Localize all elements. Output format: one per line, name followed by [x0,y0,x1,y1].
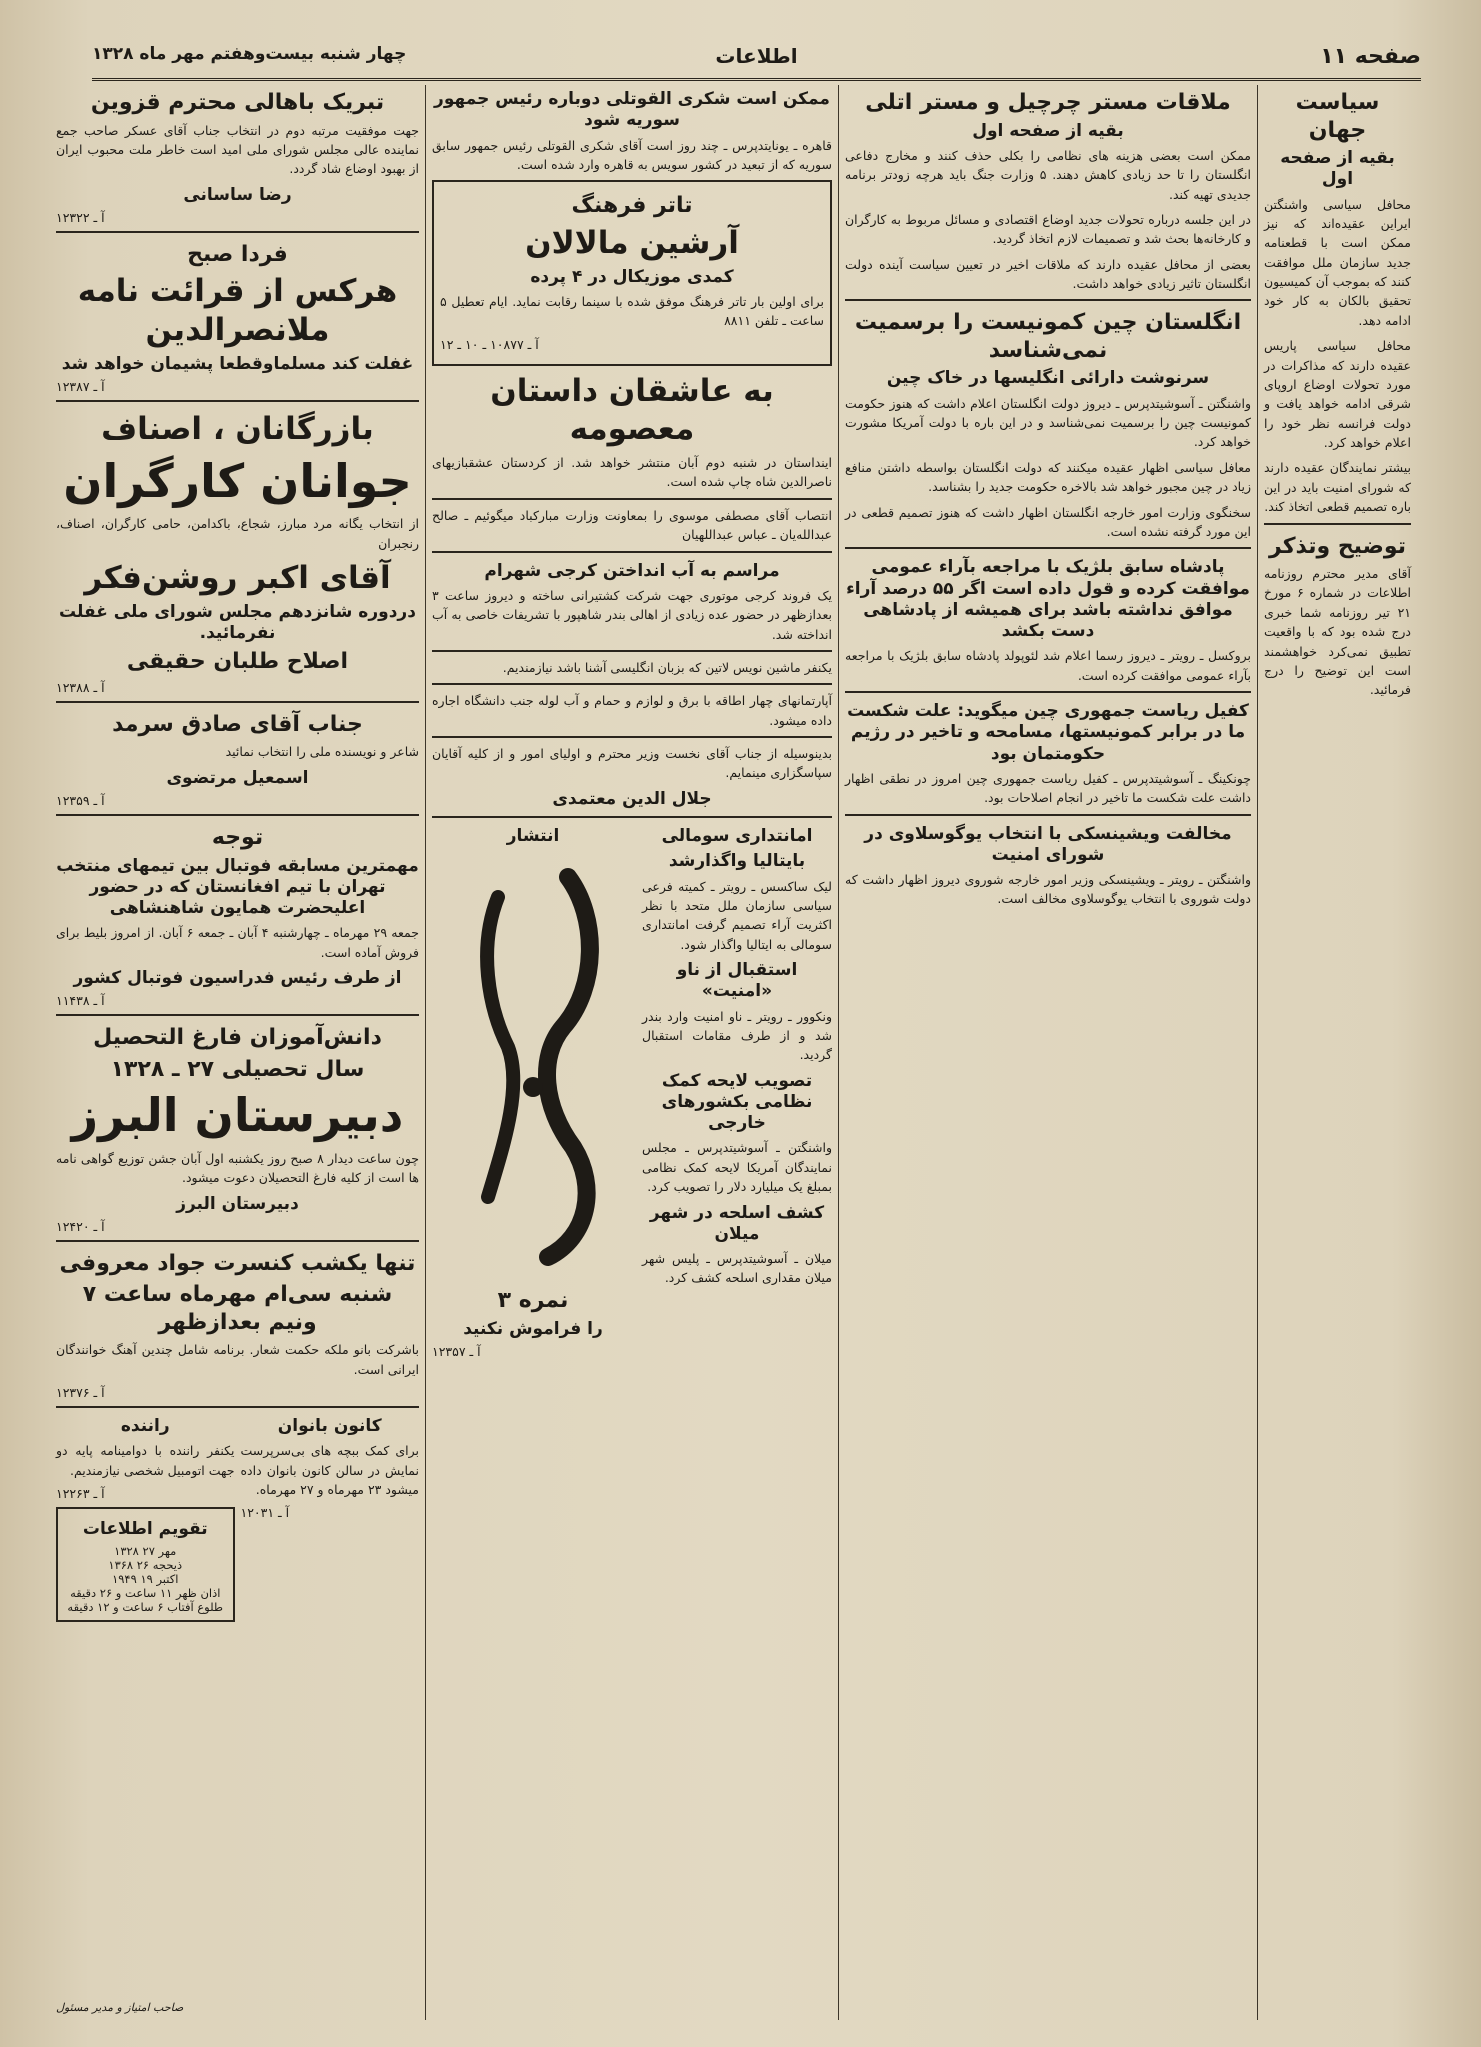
ad-title: کانون بانوان [277,1416,382,1436]
continuation-note: بقیه از صفحه اول [972,120,1124,141]
ad-qazvin [56,89,419,225]
continuation-note: بقیه از صفحه اول [1280,148,1395,190]
ad-big-text: شنبه سی‌ام مهرماه ساعت ۷ ونیم بعدازظهر [82,1282,393,1335]
ad-title: راننده [120,1416,170,1436]
ad-body: باشرکت بانو ملکه حکمت شعار. برنامه شامل چندین آهنگ خوانندگان ایرانی است. [56,1342,419,1377]
ad-football [56,814,419,1008]
ad-code: آ ـ ۱۲۳۸۸ [56,679,105,695]
ad-body: برای کمک ببچه های بی‌سرپرست نمایش در سالن کانون بانوان داده میشود ۲۳ مهرماه و ۲۷ مهرماه. [240,1443,419,1497]
ad-code: آ ـ ۱۲۳۷۶ [56,1385,105,1400]
ad-code: آ ـ ۱۲۰۳۱ [240,1505,290,1521]
article-paragraph: واشنگتن ـ رویتر ـ ویشینسکی وزیر امور خارجه شوروی دیروز اظهار داشت که دولت شوروی با انتخاب یوگوسلاوی مخالف است. [845,872,1251,907]
ad-code: آ ـ ۱۲۳۸۷ [56,379,105,395]
article-paragraph: چونکینگ ـ آسوشیتدپرس ـ کفیل ریاست جمهوری چین امروز در نطقی اظهار داشت علت شکست ما تاخیر در انجام اصلاحات بود. [845,770,1251,806]
headline-quwatli: ممکن است شکری القوتلی دوباره رئیس جمهور سوریه شود [434,89,830,131]
ad-subtitle: مهمترین مسابقه فوتبال بین تیمهای منتخب تهران با تیم افغانستان که در حضور اعلیحضرت همایون شاهنشاهی [56,855,419,918]
ad-code: آ ـ ۱۱۴۳۸ [56,993,105,1009]
ad-body: شاعر و نویسنده ملی را انتخاب نمائید [225,744,419,760]
ad-code: آ ـ ۱۲۳۲۲ [56,209,105,225]
article-paragraph: بعضی از محافل عقیده دارند که ملاقات اخیر در تعیین سیاست آینده دولت انگلستان تاثیر زیادی خواهد داشت. [845,256,1251,291]
ad-big-text: هرکس از قرائت نامه ملانصرالدین [77,273,398,349]
article-paragraph: در این جلسه درباره تحولات جدید اوضاع اقتصادی و مسائل مربوط به کارگران و کارخانه‌ها بحث شد و تصمیمات لازم اتخاذ گردید. [845,211,1251,247]
ad-body: از انتخاب یگانه مرد مبارز، شجاع، باکدامن، حامی کارگران، اصناف، رنجبران [56,516,419,551]
ad-title: بازرگانان ، اصناف [101,411,374,448]
theatre-title: تاتر فرهنگ [571,193,693,219]
paper-name: اطلاعات [715,44,798,68]
ad-code: آ ـ ۱۲۲۶۳ [56,1486,105,1501]
headline-churchill-attlee: ملاقات مستر چرچیل و مستر اتلی [865,90,1231,115]
headline-amniyat: استقبال از ناو «امنیت» [676,960,798,1002]
congrats-notice: انتصاب آقای مصطفی موسوی را بمعاونت وزارت مبارکباد میگوئیم ـ صالح عبدالله‌یان ـ عباس عبداللهیان [432,507,832,543]
classified-typist: یکنفر ماشین نویس لاتین که بزبان انگلیسی آشنا باشد نیازمندیم. [502,659,832,675]
ad-subtitle: غفلت کند مسلماوقطعا پشیمان خواهد شد [61,353,414,374]
column-news-2 [425,85,838,2020]
thanks-sign: جلال الدین معتمدی [552,788,712,809]
article-paragraph: بیشتر نمایندگان عقیده دارند که شورای امنیت باید در این باره تصمیم قطعی اتخاذ کند. [1264,460,1411,515]
column-news-1 [838,85,1257,2020]
ad-title: تبریک باهالی محترم قزوین [90,90,385,115]
subheadline: بایتالیا واگذارشد [668,851,806,872]
article-paragraph: معافل سیاسی اظهار عقیده میکنند که دولت انگلستان بواسطه داشتن منافع زیاد در چین مجبور خواهد شد بالاخره حکومت جدید را بشناسد. [845,459,1251,495]
ad-title: دانش‌آموزان فارغ التحصیل [93,1025,382,1051]
calendar-line: ۱۳۲۸ ۲۷ مهر [114,1544,177,1559]
candidate-name: آقای اکبر روشن‌فکر [84,560,391,597]
ad-year: سال تحصیلی ۲۷ ـ ۱۳۲۸ [110,1056,365,1082]
ad-body: چون ساعت دیدار ۸ صبح روز یکشنبه اول آبان جشن توزیع گواهی نامه ها است از کلیه فارغ التحصیلان دعوت میشود. [56,1150,419,1186]
theatre-show-name: آرشین مالالان [525,224,739,261]
article-paragraph: یک فروند کرجی موتوری جهت شرکت کشتیرانی ساخته و دیروز ساعت ۳ بعدازظهر در حضور عده زیادی از اهالی بندر شاهپور با تشریفات خاصی به آب انداخته شد. [432,587,832,642]
article-paragraph: لیک ساکسس ـ رویتر ـ کمیته فرعی سیاسی سازمان ملل متحد با نظر اکثریت آراء تصمیم گرفت امانتداری سومالی به ایتالیا واگذار شود. [642,878,832,952]
article-paragraph: بروکسل ـ رویتر ـ دیروز رسما اعلام شد لئوپولد پادشاه سابق بلژیک با مراجعه بآراء عمومی موافقت کرده است. [845,648,1251,683]
headline-military-aid: تصویب لایحه کمک نظامی بکشورهای خارجی [661,1070,813,1134]
calligraphy-ad-graphic [448,857,618,1277]
ad-title: فردا صبح [187,241,288,267]
headline-somalia: امانتداری سومالی [661,826,813,846]
ad-big-text: جوانان کارگران [63,453,412,508]
page-number: صفحه ۱۱ [1320,44,1421,69]
ad-code: آ ـ ۱۰۸۷۷ ـ ۱۰ ـ ۱۲ [440,336,539,352]
calendar-line: اذان ظهر ۱۱ ساعت و ۲۶ دقیقه [70,1586,221,1601]
article-paragraph: اینداستان در شنبه دوم آبان منتشر خواهد شد. از کردستان عشقبازیهای ناصرالدین شاه چاپ شده است. [432,455,832,490]
headline-belgium-king: پادشاه سابق بلژیک با مراجعه بآراء عمومی موافقت کرده و قول داده است اگر ۵۵ درصد آراء موافق نداشته باشد برای همیشه از پادشاهی دست بکشد [846,557,1250,641]
calendar-line: طلوع آفتاب ۶ ساعت و ۱۲ دقیقه [67,1600,224,1615]
article-paragraph: قاهره ـ یونایتدپرس ـ چند روز است آقای شکری القوتلی رئیس جمهور سابق سوریه که از تبعید در کشور سویس به قاهره وارد شده است. [432,137,832,172]
ad-code: آ ـ ۱۲۳۵۹ [56,793,105,808]
ad-title: جناب آقای صادق سرمد [112,711,363,737]
issue-3-ad [432,822,634,1365]
article-paragraph: محافل سیاسی واشنگتن ایراین عقیده‌اند که نیز ممکن است با قطعنامه جدید سازمان ملل موافقت کنند که بموجب آن کمیسیون تحقیق بالکان به کار خود ادامه دهد. [1264,196,1411,328]
ad-title: تنها یکشب کنسرت جواد معروفی [59,1250,416,1276]
headline-china-recognition: انگلستان چین کمونیست را برسمیت نمی‌شناسد [854,310,1242,363]
clarification-title: توضیح وتذکر [1269,533,1406,559]
headline-vishinsky: مخالفت ویشینسکی با انتخاب یوگوسلاوی در شورای امنیت [864,823,1232,865]
ad-sign: اصلاح طلبان حقیقی [126,649,349,675]
calendar-title: تقویم اطلاعات [82,1519,208,1539]
headline-shahram-launch: مراسم به آب انداختن کرجی شهرام [484,560,780,581]
ad-sign: دبیرستان البرز [176,1193,299,1214]
clarification-text: آقای مدیر محترم روزنامه اطلاعات در شماره ۶ مورخ ۲۱ تیر روزنامه شما خبری درج شده بود که با واقعیت تطبیق نمی‌کرد خواهشمند است این توضیح را درج فرمائید. [1264,566,1411,698]
article-paragraph: محافل سیاسی پاریس عقیده دارند که مذاکرات در مورد تحولات اوضاع اروپای شرقی ادامه خواهد یافت و دولت فرانسه نظر خود را اعلام خواهد کرد. [1264,338,1411,450]
calendar-line: ۱۹۴۹ ۱۹ اکتبر [112,1572,179,1587]
column-small-news [642,822,832,1365]
page-header [92,38,1421,81]
article-paragraph: ونکوور ـ رویتر ـ ناو امنیت وارد بندر شد و از طرف مقامات استقبال گردید. [642,1008,832,1063]
article-paragraph: واشنگتن ـ آسوشیتدپرس ـ دیروز دولت انگلستان اعلام داشت که هنوز حکومت کمونیست چین را برسمیت نمی‌شناسد و در این باره با دولت آمریکا مشورت خواهد کرد. [845,395,1251,450]
article-paragraph: میلان ـ آسوشیتدپرس ـ پلیس شهر میلان مقداری اسلحه کشف کرد. [642,1251,832,1286]
article-paragraph: ممکن است بعضی هزینه های نظامی را بکلی حذف کنند و مخارج دفاعی انگلستان را تا حد زیادی کاهش دهند. ۵ وزارت جنگ باید هرچه زودتر برنامه جدیدی تهیه کند. [845,147,1251,202]
world-politics-title: سیاست جهان [1295,90,1380,143]
ad-driver [56,1412,235,1628]
ad-mulla-nasreddin [56,231,419,394]
ad-body: یکنفر راننده با دوامینامه پایه دو جهت اتومبیل شخصی نیازمندیم. [56,1443,235,1478]
ad-text: نمره ۳ [497,1288,569,1314]
ad-label: انتشار [506,826,560,846]
theatre-ad [432,180,832,365]
column-world-politics [1257,85,1417,2020]
ad-sign: اسمعیل مرتضوی [166,767,309,788]
headline-masoumeh-story: به عاشقان داستان معصومه [490,372,774,448]
headline-milan-arms: کشف اسلحه در شهر میلان [649,1202,825,1244]
ad-sarmad [56,701,419,808]
publisher-signature: صاحب امتیاز و مدیر مسئول [56,2001,184,2014]
headline-china-president: کفیل ریاست جمهوری چین میگوید: علت شکست ما در برابر کمونیستها، مسامحه و تاخیر در رژیم حکومتمان بود [847,701,1249,764]
ad-sign: رضا ساسانی [183,184,292,205]
column-ads [50,85,425,2020]
calendar-line: ۱۳۶۸ ۲۶ ذیحجه [108,1558,183,1573]
calendar-box [56,1507,235,1622]
ad-concert [56,1240,419,1400]
ad-alborz [56,1014,419,1234]
classified-apartment: آپارتمانهای چهار اطاقه با برق و لوازم و حمام و آب لوله جنب دانشگاه اجاره داده میشود. [432,693,832,728]
ad-caption: را فراموش نکنید [463,1318,603,1339]
ad-subtitle: دردوره شانزدهم مجلس شورای ملی غفلت نفرمائید. [59,601,416,644]
ad-election [56,400,419,695]
article-paragraph: واشنگتن ـ آسوشیتدپرس ـ مجلس نمایندگان آمریکا لایحه کمک نظامی بمبلغ یک میلیارد دلار را تصویب کرد. [642,1140,832,1195]
article-paragraph: سخنگوی وزارت امور خارجه انگلستان اظهار داشت که هنوز تصمیم قطعی در این مورد گرفته نشده است. [845,504,1251,539]
ad-big-text: دبیرستان البرز [71,1088,404,1143]
ad-body: جمعه ۲۹ مهرماه ـ چهارشنبه ۴ آبان ـ جمعه ۶ آبان. از امروز بلیط برای فروش آماده است. [56,925,419,960]
thanks-notice: بدینوسیله از جناب آقای نخست وزیر محترم و اولیای امور و از کلیه آقایان سپاسگزاری مینمایم. [432,746,832,781]
ad-code: آ ـ ۱۲۳۵۷ [432,1344,481,1359]
ad-title: توجه [211,825,264,850]
ad-code: آ ـ ۱۲۴۲۰ [56,1218,105,1234]
issue-date: چهار شنبه بیست‌وهفتم مهر ماه ۱۳۲۸ [92,44,407,64]
theatre-subtitle: کمدی موزیکال در ۴ پرده [530,266,734,287]
ad-sign: از طرف رئیس فدراسیون فوتبال کشور [73,968,402,988]
ad-body: جهت موفقیت مرتبه دوم در انتخاب جناب آقای عسکر صاحب جمع نماینده عالی مجلس شورای ملی امید است خاطر ملت محبوب ایران از بهبود اوضاع شاد گردد. [56,122,419,177]
ad-womens-center [241,1412,420,1628]
subheadline: سرنوشت دارائی انگلیسها در خاک چین [886,368,1210,389]
theatre-body: برای اولین بار تاتر فرهنگ موفق شده با سینما رقابت نماید. ایام تعطیل ۵ ساعت ـ تلفن ۸۸۱۱ [440,293,824,329]
